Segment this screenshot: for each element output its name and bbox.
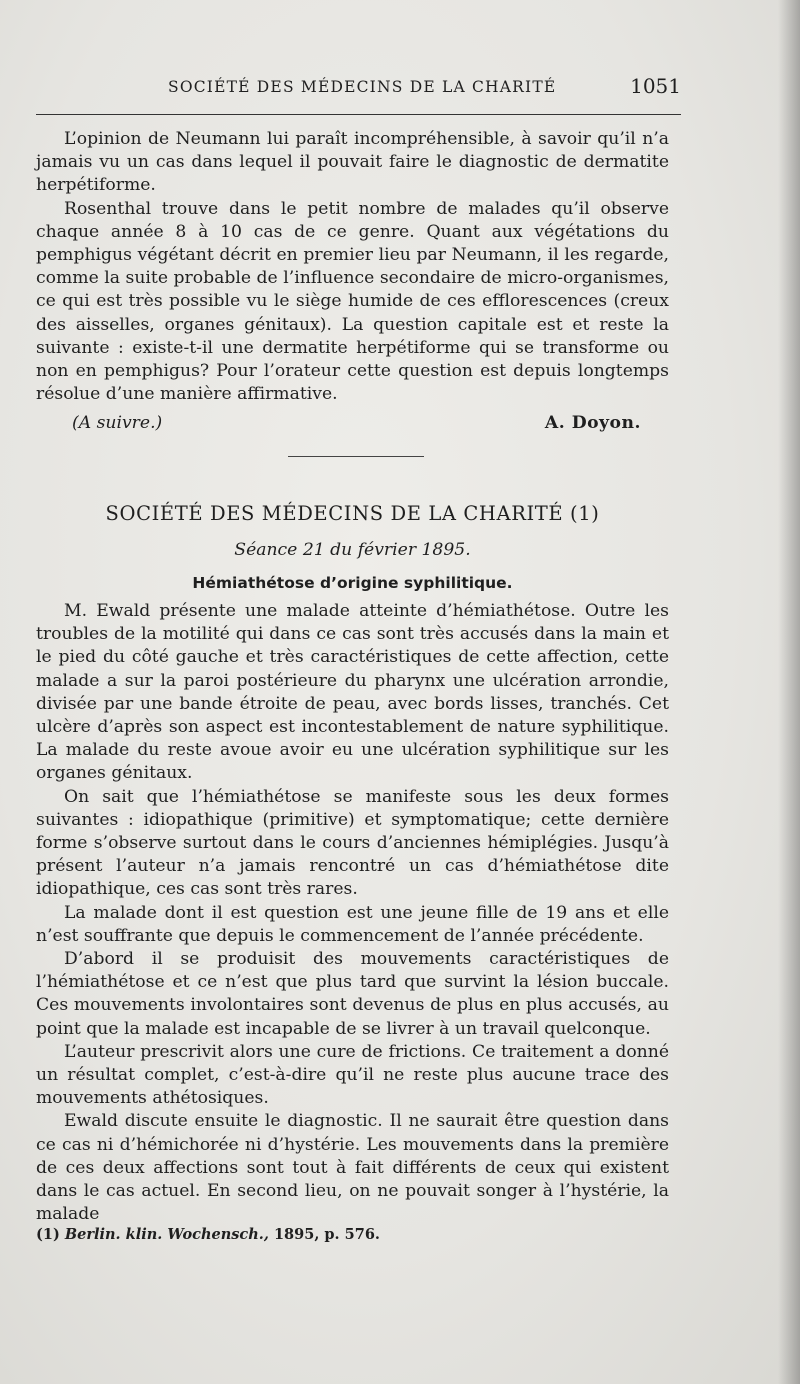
- section-body-text: [36, 600, 669, 1226]
- paragraph: L’auteur prescrivit alors une cure de frictions. Ce traitement a donné un résultat complet, c’est-à-dire qu’il ne reste plus aucune trace des mouvements athétosiques.: [36, 1041, 669, 1109]
- paragraph: M. Ewald présente une malade atteinte d’hémiathétose. Outre les troubles de la motilité qui dans ce cas sont très accusés dans la main et le pied du côté gauche et très caractéristiques de cette affection, cette malade a sur la paroi postérieure du pharynx une ulcération arrondie, divisée par une bande étroite de peau, avec bords lisses, tranchés. Cet ulcère d’après son aspect est incontestablement de nature syphilitique. La malade du reste avoue avoir eu une ulcération syphilitique sur les organes génitaux.: [36, 601, 669, 784]
- paragraph: Ewald discute ensuite le diagnostic. Il ne saurait être question dans ce cas ni d’hémichorée ni d’hystérie. Les mouvements dans la première de ces deux affections sont tout à fait différents de ceux qui existent dans le cas actuel. En second lieu, on ne pouvait songer à l’hystérie, la malade: [36, 1111, 669, 1225]
- page-number: 1051: [630, 74, 681, 98]
- footnote-marker: (1): [36, 1226, 60, 1243]
- header-rule: [36, 114, 681, 115]
- page-edge-shadow: [778, 0, 800, 1384]
- previous-section-text: [36, 128, 669, 406]
- section-title: SOCIÉTÉ DES MÉDECINS DE LA CHARITÉ (1): [105, 502, 600, 525]
- paragraph: La malade dont il est question est une jeune fille de 19 ans et elle n’est souffrante que depuis le commencement de l’année précédente.: [36, 902, 669, 946]
- paragraph: On sait que l’hémiathétose se manifeste sous les deux formes suivantes : idiopathique (primitive) et symptomatique; cette dernière forme s’observe surtout dans le cours d’anciennes hémiplégies. Jusqu’à présent l’auteur n’a jamais rencontré un cas d’hémiathétose dite idiopathique, ces cas sont très rares.: [36, 786, 669, 900]
- footnote-details: 1895, p. 576.: [273, 1226, 380, 1243]
- footnote: [36, 1226, 669, 1243]
- session-date: Séance 21 du février 1895.: [234, 540, 471, 560]
- author-signature: A. Doyon.: [544, 413, 641, 433]
- running-title: SOCIÉTÉ DES MÉDECINS DE LA CHARITÉ: [168, 78, 557, 96]
- paragraph: D’abord il se produisit des mouvements caractéristiques de l’hémiathétose et ce n’est que plus tard que survint la lésion buccale. Ces mouvements involontaires sont devenus de plus en plus accusés, au point que la malade est incapable de se livrer à un travail quelconque.: [36, 949, 669, 1039]
- paragraph: L’opinion de Neumann lui paraît incompréhensible, à savoir qu’il n’a jamais vu un cas dans lequel il pouvait faire le diagnostic de dermatite herpétiforme.: [36, 129, 669, 196]
- to-follow-note: (A suivre.): [72, 413, 163, 433]
- section-divider: [288, 456, 424, 457]
- paragraph: Rosenthal trouve dans le petit nombre de malades qu’il observe chaque année 8 à 10 cas de ce genre. Quant aux végétations du pemphigus végétant décrit en premier lieu par Neumann, il les regarde, comme la suite probable de l’influence secondaire de micro-organismes, ce qui est très possible vu le siège humide de ces efflorescences (creux des aisselles, organes génitaux). La question capitale est et reste la suivante : existe-t-il une dermatite herpétiforme qui se transforme ou non en pemphigus? Pour l’orateur cette question est depuis longtemps résolue d’une manière affirmative.: [36, 198, 669, 405]
- article-subheading: Hémiathétose d’origine syphilitique.: [192, 574, 513, 592]
- signature-row: [36, 413, 641, 437]
- running-head: [36, 76, 681, 102]
- footnote-source: Berlin. klin. Wochensch.,: [64, 1226, 269, 1243]
